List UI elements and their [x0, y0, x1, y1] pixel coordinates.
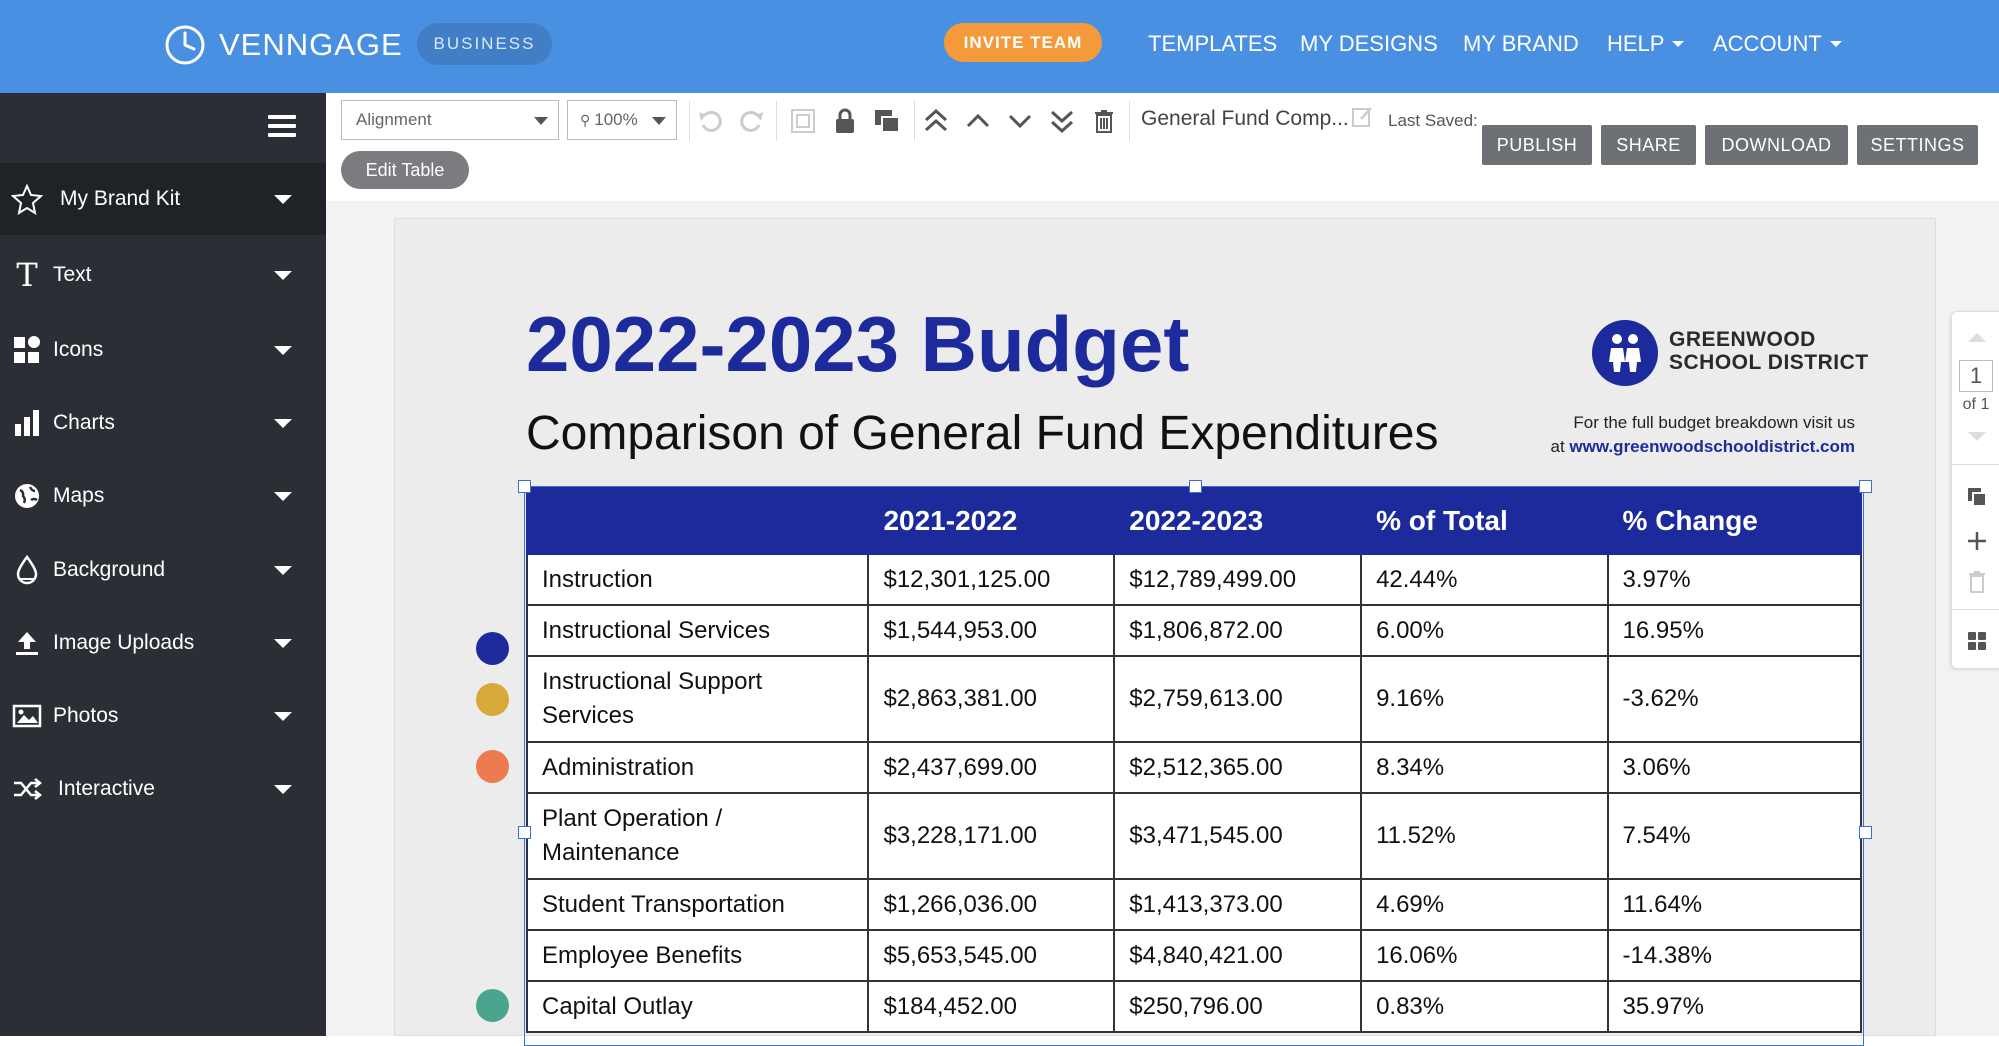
- page-down-icon[interactable]: [1964, 424, 1990, 450]
- editor-toolbar: [326, 93, 1999, 201]
- children-icon: [1592, 320, 1658, 386]
- page-title[interactable]: 2022-2023 Budget: [526, 300, 1190, 388]
- left-sidebar: [0, 93, 326, 1036]
- table-cell[interactable]: $2,863,381.00: [868, 656, 1114, 742]
- table-cell[interactable]: 35.97%: [1608, 981, 1861, 1032]
- duplicate-page-icon[interactable]: [1964, 484, 1990, 510]
- sidebar-item-interactive[interactable]: [0, 753, 326, 825]
- table-cell[interactable]: $1,413,373.00: [1114, 879, 1361, 930]
- budget-note: [1495, 411, 1855, 459]
- drop-icon: [10, 553, 44, 587]
- table-cell[interactable]: 16.95%: [1608, 605, 1861, 656]
- table-cell[interactable]: 11.64%: [1608, 879, 1861, 930]
- text-icon: T: [16, 256, 38, 294]
- chevron-down-icon: [274, 419, 292, 428]
- duplicate-icon[interactable]: [870, 105, 904, 137]
- table-row: [527, 554, 1861, 605]
- sidebar-item-photos[interactable]: [0, 680, 326, 752]
- sidebar-item-label: Interactive: [58, 777, 155, 800]
- page-grid-icon[interactable]: [1964, 628, 1990, 654]
- sidebar-item-label: Charts: [53, 411, 115, 434]
- star-icon: [10, 182, 44, 216]
- table-cell[interactable]: Instructional Support Services: [527, 656, 868, 742]
- sidebar-item-label: My Brand Kit: [60, 187, 181, 210]
- trash-icon[interactable]: [1087, 105, 1121, 137]
- table-row: [527, 981, 1861, 1032]
- sidebar-item-icons[interactable]: [0, 314, 326, 386]
- page-number-input[interactable]: 1: [1959, 360, 1993, 392]
- resize-handle-top[interactable]: [1189, 480, 1202, 493]
- note-prefix: at: [1550, 437, 1565, 456]
- chevron-down-icon: [274, 712, 292, 721]
- school-district-name: [1669, 328, 1869, 374]
- hamburger-menu-icon[interactable]: [268, 115, 296, 137]
- nav-templates[interactable]: TEMPLATES: [1148, 31, 1278, 56]
- table-cell[interactable]: $5,653,545.00: [868, 930, 1114, 981]
- table-header-row: [527, 488, 1861, 554]
- sidebar-item-background[interactable]: [0, 534, 326, 606]
- settings-button[interactable]: SETTINGS: [1857, 125, 1978, 165]
- download-button[interactable]: DOWNLOAD: [1705, 125, 1848, 165]
- bring-forward-icon[interactable]: [961, 105, 995, 137]
- table-cell[interactable]: $2,759,613.00: [1114, 656, 1361, 742]
- globe-icon: [10, 479, 44, 513]
- table-cell[interactable]: 8.34%: [1361, 742, 1607, 793]
- group-icon[interactable]: [786, 105, 820, 137]
- budget-table[interactable]: [526, 487, 1862, 1033]
- bring-to-front-icon[interactable]: [919, 105, 953, 137]
- shuffle-icon: [10, 772, 44, 806]
- sidebar-item-label: Background: [53, 558, 166, 581]
- table-cell[interactable]: Employee Benefits: [527, 930, 868, 981]
- table-cell[interactable]: $1,544,953.00: [868, 605, 1114, 656]
- table-cell[interactable]: $4,840,421.00: [1114, 930, 1361, 981]
- table-header-cell[interactable]: % of Total: [1361, 488, 1607, 554]
- chevron-down-icon: [274, 566, 292, 575]
- table-cell[interactable]: Instructional Services: [527, 605, 868, 656]
- redo-icon[interactable]: [734, 105, 768, 137]
- magnifier-icon: ⚲: [580, 111, 591, 128]
- table-header-cell[interactable]: 2022-2023: [1114, 488, 1361, 554]
- plan-badge: BUSINESS: [417, 23, 552, 65]
- nav-help[interactable]: HELP: [1607, 31, 1684, 57]
- top-navigation-bar: [0, 0, 1999, 93]
- legend-dot-gold[interactable]: [476, 683, 509, 716]
- legend-dot-orange[interactable]: [476, 750, 509, 783]
- legend-dot-blue[interactable]: [476, 632, 509, 665]
- resize-handle-top-left[interactable]: [518, 480, 531, 493]
- lock-icon[interactable]: [828, 105, 862, 137]
- table-cell[interactable]: 11.52%: [1361, 793, 1607, 879]
- table-header-cell[interactable]: [527, 488, 868, 554]
- table-cell[interactable]: Plant Operation / Maintenance: [527, 793, 868, 879]
- resize-handle-right[interactable]: [1859, 826, 1872, 839]
- table-cell[interactable]: Administration: [527, 742, 868, 793]
- table-cell[interactable]: 3.06%: [1608, 742, 1861, 793]
- chevron-down-icon: [274, 271, 292, 280]
- table-row: [527, 742, 1861, 793]
- page-subtitle[interactable]: Comparison of General Fund Expenditures: [526, 407, 1439, 460]
- table-cell[interactable]: Student Transportation: [527, 879, 868, 930]
- sidebar-item-label: Image Uploads: [53, 631, 195, 654]
- table-cell[interactable]: 42.44%: [1361, 554, 1607, 605]
- table-cell[interactable]: 16.06%: [1361, 930, 1607, 981]
- publish-button[interactable]: PUBLISH: [1482, 125, 1592, 165]
- table-row: [527, 793, 1861, 879]
- org-name-line2: SCHOOL DISTRICT: [1669, 351, 1869, 374]
- icons-grid-icon: [10, 333, 44, 367]
- legend-dot-teal[interactable]: [476, 989, 509, 1022]
- page-up-icon[interactable]: [1964, 324, 1990, 350]
- chevron-down-icon: [274, 639, 292, 648]
- nav-account[interactable]: ACCOUNT: [1713, 31, 1842, 57]
- delete-page-icon[interactable]: [1964, 569, 1990, 595]
- nav-my-designs[interactable]: MY DESIGNS: [1300, 31, 1438, 56]
- table-cell[interactable]: 3.97%: [1608, 554, 1861, 605]
- chevron-down-icon: [1830, 41, 1842, 47]
- page-navigator-panel: [1951, 311, 1999, 669]
- last-saved-label: Last Saved:: [1388, 111, 1478, 130]
- chevron-down-icon: [652, 117, 666, 125]
- share-button[interactable]: SHARE: [1601, 125, 1696, 165]
- resize-handle-top-right[interactable]: [1859, 480, 1872, 493]
- upload-icon: [10, 626, 44, 660]
- document-title[interactable]: General Fund Comp...: [1141, 107, 1349, 130]
- table-cell[interactable]: $1,266,036.00: [868, 879, 1114, 930]
- edit-title-icon[interactable]: [1346, 101, 1380, 133]
- sidebar-item-label: Photos: [53, 704, 119, 727]
- table-row: [527, 605, 1861, 656]
- sidebar-item-label: Icons: [53, 338, 104, 361]
- chevron-down-icon: [274, 492, 292, 501]
- canvas-area: [326, 201, 1999, 1036]
- sidebar-item-label: Maps: [53, 484, 105, 507]
- table-cell[interactable]: 4.69%: [1361, 879, 1607, 930]
- photo-icon: [10, 699, 44, 733]
- send-backward-icon[interactable]: [1003, 105, 1037, 137]
- page-count-label: of 1: [1962, 396, 1990, 413]
- table-cell[interactable]: $184,452.00: [868, 981, 1114, 1032]
- table-cell[interactable]: $3,471,545.00: [1114, 793, 1361, 879]
- table-cell[interactable]: 9.16%: [1361, 656, 1607, 742]
- chevron-down-icon: [274, 195, 292, 204]
- sidebar-item-text[interactable]: [0, 239, 326, 311]
- table-row: [527, 879, 1861, 930]
- sidebar-item-label: Text: [53, 263, 92, 286]
- table-cell[interactable]: $2,437,699.00: [868, 742, 1114, 793]
- invite-team-button[interactable]: INVITE TEAM: [944, 23, 1102, 62]
- clock-logo-icon: [163, 23, 207, 67]
- table-cell[interactable]: $2,512,365.00: [1114, 742, 1361, 793]
- table-cell[interactable]: Instruction: [527, 554, 868, 605]
- table-cell[interactable]: -14.38%: [1608, 930, 1861, 981]
- table-row: [527, 930, 1861, 981]
- alignment-dropdown[interactable]: [341, 100, 559, 140]
- sidebar-item-my-brand-kit[interactable]: [0, 163, 326, 235]
- table-cell[interactable]: $3,228,171.00: [868, 793, 1114, 879]
- sidebar-item-charts[interactable]: [0, 387, 326, 459]
- table-header-cell[interactable]: 2021-2022: [868, 488, 1114, 554]
- chevron-down-icon: [1672, 41, 1684, 47]
- chevron-down-icon: [534, 117, 548, 125]
- zoom-dropdown[interactable]: [567, 100, 677, 140]
- table-cell[interactable]: $12,301,125.00: [868, 554, 1114, 605]
- table-cell[interactable]: $1,806,872.00: [1114, 605, 1361, 656]
- table-cell[interactable]: -3.62%: [1608, 656, 1861, 742]
- table-row: [527, 656, 1861, 742]
- alignment-label: Alignment: [356, 110, 432, 129]
- table-cell[interactable]: $250,796.00: [1114, 981, 1361, 1032]
- chevron-down-icon: [274, 346, 292, 355]
- brand-name: VENNGAGE: [219, 27, 403, 62]
- nav-my-brand[interactable]: MY BRAND: [1463, 31, 1579, 56]
- chevron-down-icon: [274, 785, 292, 794]
- sidebar-item-image-uploads[interactable]: [0, 607, 326, 679]
- table-cell[interactable]: 7.54%: [1608, 793, 1861, 879]
- bar-chart-icon: [10, 406, 44, 440]
- district-url-link[interactable]: www.greenwoodschooldistrict.com: [1569, 437, 1855, 456]
- school-district-logo[interactable]: [1592, 320, 1658, 386]
- table-cell[interactable]: $12,789,499.00: [1114, 554, 1361, 605]
- add-page-icon[interactable]: [1964, 528, 1990, 554]
- send-to-back-icon[interactable]: [1045, 105, 1079, 137]
- resize-handle-left[interactable]: [518, 826, 531, 839]
- table-cell[interactable]: Capital Outlay: [527, 981, 868, 1032]
- venngage-logo[interactable]: [163, 23, 403, 67]
- undo-icon[interactable]: [694, 105, 728, 137]
- org-name-line1: GREENWOOD: [1669, 328, 1816, 351]
- sidebar-item-maps[interactable]: [0, 460, 326, 532]
- table-header-cell[interactable]: % Change: [1608, 488, 1861, 554]
- zoom-value: 100%: [594, 110, 638, 129]
- note-line1: For the full budget breakdown visit us: [1573, 413, 1855, 432]
- edit-table-button[interactable]: Edit Table: [341, 151, 469, 189]
- table-cell[interactable]: 6.00%: [1361, 605, 1607, 656]
- table-cell[interactable]: 0.83%: [1361, 981, 1607, 1032]
- design-page[interactable]: [394, 218, 1936, 1036]
